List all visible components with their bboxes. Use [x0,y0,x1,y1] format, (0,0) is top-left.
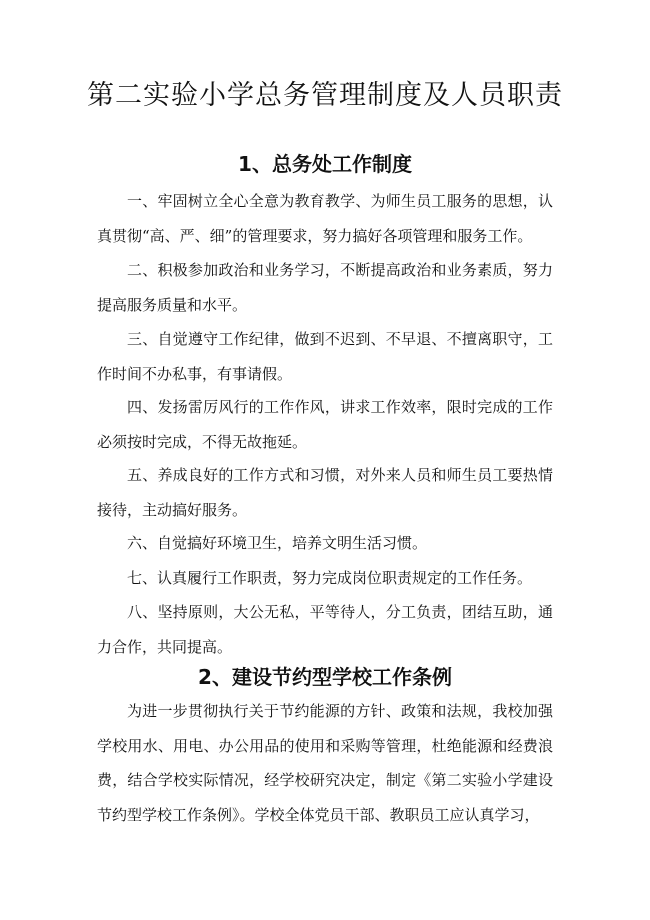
paragraph: 七、认真履行工作职责，努力完成岗位职责规定的工作任务。 [127,569,533,587]
paragraph: 一、牢固树立全心全意为教育教学、为师生员工服务的思想，认真贯彻“高、严、细”的管理要求，努力搞好各项管理和服务工作。 [97,192,553,245]
paragraph: 二、积极参加政治和业务学习，不断提高政治和业务素质，努力提高服务质量和水平。 [97,261,553,314]
section-heading: 1、总务处工作制度 [238,152,412,176]
document-title: 第二实验小学总务管理制度及人员职责 [87,80,563,111]
paragraph: 六、自觉搞好环境卫生，培养文明生活习惯。 [127,534,428,552]
paragraph: 三、自觉遵守工作纪律，做到不迟到、不早退、不擅离职守，工作时间不办私事，有事请假。 [97,330,553,383]
paragraph: 为进一步贯彻执行关于节约能源的方针、政策和法规，我校加强学校用水、用电、办公用品的使用和采购等管理，杜绝能源和经费浪费，结合学校实际情况，经学校研究决定，制定《第二实验小学建设节约型学校工作条例》。学校全体党员干部、教职员工应认真学习， [97,702,553,824]
section-heading: 2、建设节约型学校工作条例 [198,665,452,689]
paragraph: 八、坚持原则，大公无私，平等待人，分工负责，团结互助，通力合作，共同提高。 [97,603,553,656]
paragraph: 五、养成良好的工作方式和习惯，对外来人员和师生员工要热情接待，主动搞好服务。 [97,466,553,519]
paragraph: 四、发扬雷厉风行的工作作风，讲求工作效率，限时完成的工作必须按时完成，不得无故拖延。 [97,398,553,451]
